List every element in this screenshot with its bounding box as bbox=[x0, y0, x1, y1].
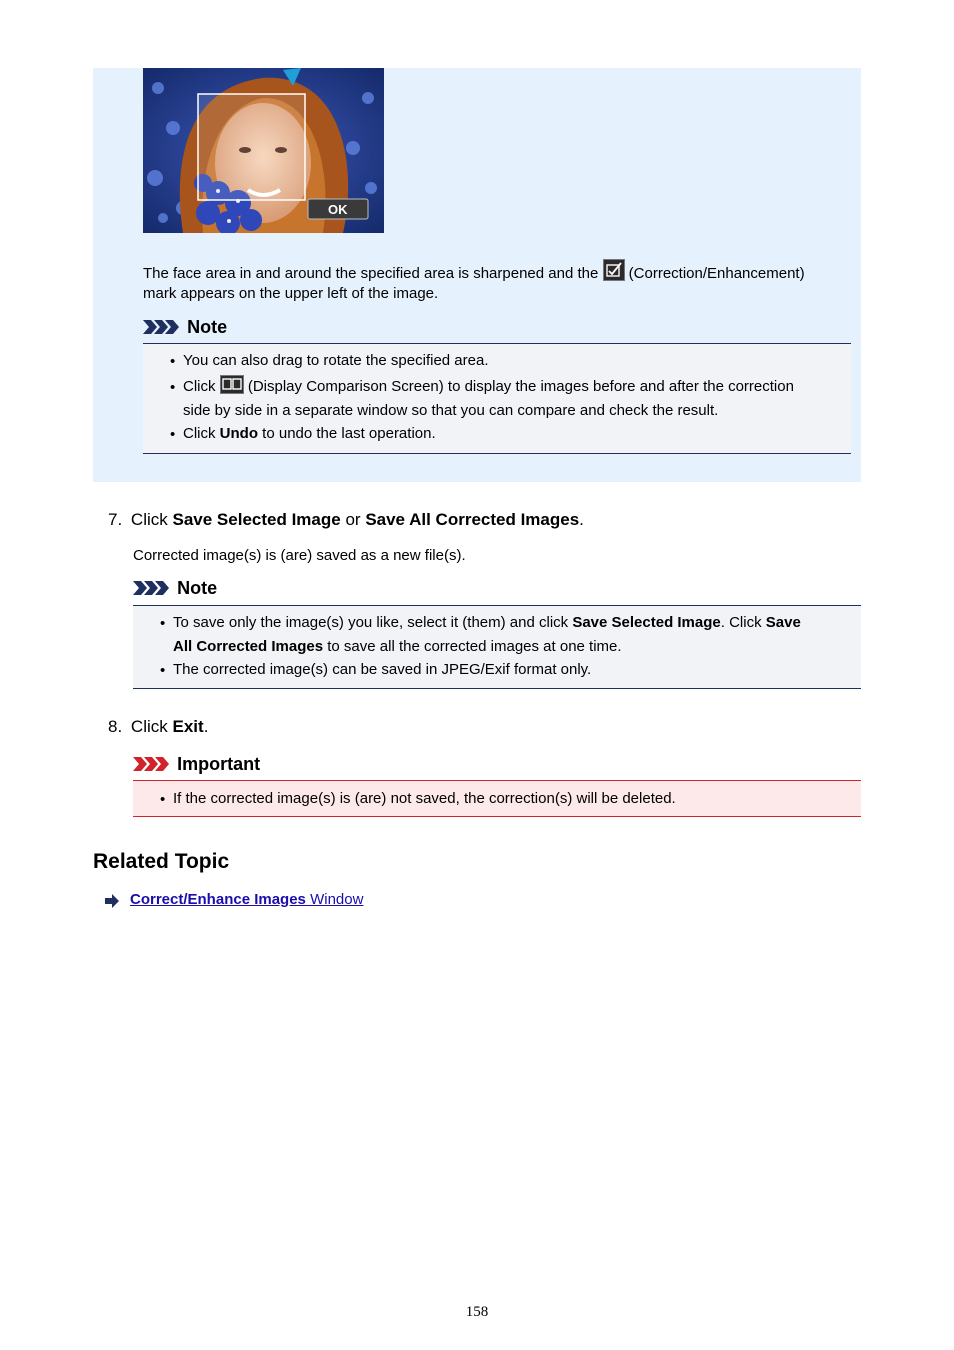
step7-description: Corrected image(s) is (are) saved as a new file(s). bbox=[133, 547, 466, 564]
exit-label: Exit bbox=[172, 717, 204, 736]
arrow-right-icon bbox=[104, 893, 120, 913]
note1-item3-post: to undo the last operation. bbox=[262, 425, 436, 442]
bullet-dot: • bbox=[170, 379, 176, 396]
face-correction-photo bbox=[143, 68, 384, 233]
note1-item3-pre: Click bbox=[183, 425, 216, 442]
important-box bbox=[133, 780, 861, 817]
bullet-dot: • bbox=[160, 791, 166, 808]
important-chevron-icon bbox=[133, 755, 173, 777]
correct-enhance-images-window-link[interactable] bbox=[130, 891, 363, 908]
link-bold: Correct/Enhance Images bbox=[130, 891, 306, 908]
related-topic-heading: Related Topic bbox=[93, 850, 230, 873]
note1-title: Note bbox=[187, 317, 228, 337]
important-item1: If the corrected image(s) is (are) not saved, the correction(s) will be deleted. bbox=[173, 790, 676, 807]
link-rest: Window bbox=[310, 891, 364, 908]
note2-item1-mid: . Click bbox=[720, 614, 762, 631]
undo-label: Undo bbox=[219, 425, 258, 442]
save-label: Save bbox=[765, 614, 801, 631]
save-selected-image-label: Save Selected Image bbox=[172, 510, 341, 529]
save-selected-image-label: Save Selected Image bbox=[572, 614, 721, 631]
note-chevron-icon bbox=[143, 318, 183, 340]
note1-item3 bbox=[183, 422, 436, 445]
note2-item1-pre: To save only the image(s) you like, select it (them) and click bbox=[173, 614, 569, 631]
note2-item1-l2-post: to save all the corrected images at one time. bbox=[327, 638, 622, 655]
note1-box bbox=[143, 343, 851, 454]
step8-pre: Click bbox=[130, 717, 168, 736]
note1-item2-line2: side by side in a separate window so that you can compare and check the result. bbox=[183, 402, 719, 419]
note2-header bbox=[133, 578, 217, 601]
step7-end: . bbox=[579, 510, 584, 529]
note1-item2-after: (Display Comparison Screen) to display the images before and after the correction bbox=[247, 378, 794, 395]
ok-button-label: OK bbox=[328, 202, 348, 217]
bullet-dot: • bbox=[160, 615, 166, 632]
page-number: 158 bbox=[465, 1304, 489, 1320]
display-comparison-screen-icon bbox=[220, 375, 244, 401]
note2-item2: The corrected image(s) can be saved in JPEG/Exif format only. bbox=[173, 661, 592, 678]
step8-heading bbox=[108, 717, 208, 737]
note2-box bbox=[133, 605, 861, 689]
note-chevron-icon bbox=[133, 579, 173, 601]
important-header bbox=[133, 754, 260, 777]
correction-enhancement-icon bbox=[603, 259, 625, 288]
note2-title: Note bbox=[177, 578, 218, 598]
step7-heading bbox=[108, 510, 584, 530]
note1-header bbox=[143, 317, 227, 340]
step7-mid: or bbox=[345, 510, 361, 529]
step8-number: 8. bbox=[108, 717, 123, 736]
important-title: Important bbox=[177, 754, 261, 774]
step8-end: . bbox=[203, 717, 209, 736]
step6-text: The face area in and around the specified area is sharpened and the bbox=[143, 265, 599, 282]
note2-item1-line2 bbox=[173, 635, 622, 658]
bullet-dot: • bbox=[160, 662, 166, 679]
step7-number: 7. bbox=[108, 510, 123, 529]
step7-pre: Click bbox=[130, 510, 168, 529]
step6-line2: mark appears on the upper left of the image. bbox=[143, 285, 439, 302]
all-corrected-images-label: All Corrected Images bbox=[173, 638, 324, 655]
note1-item2 bbox=[183, 375, 794, 401]
note1-item2-click: Click bbox=[183, 378, 216, 395]
save-all-corrected-images-label: Save All Corrected Images bbox=[365, 510, 580, 529]
note1-item1: You can also drag to rotate the specified area. bbox=[183, 352, 489, 369]
step6-text-after: (Correction/Enhancement) bbox=[628, 265, 805, 282]
note2-item1 bbox=[173, 611, 801, 634]
bullet-dot: • bbox=[170, 353, 176, 370]
bullet-dot: • bbox=[170, 426, 176, 443]
